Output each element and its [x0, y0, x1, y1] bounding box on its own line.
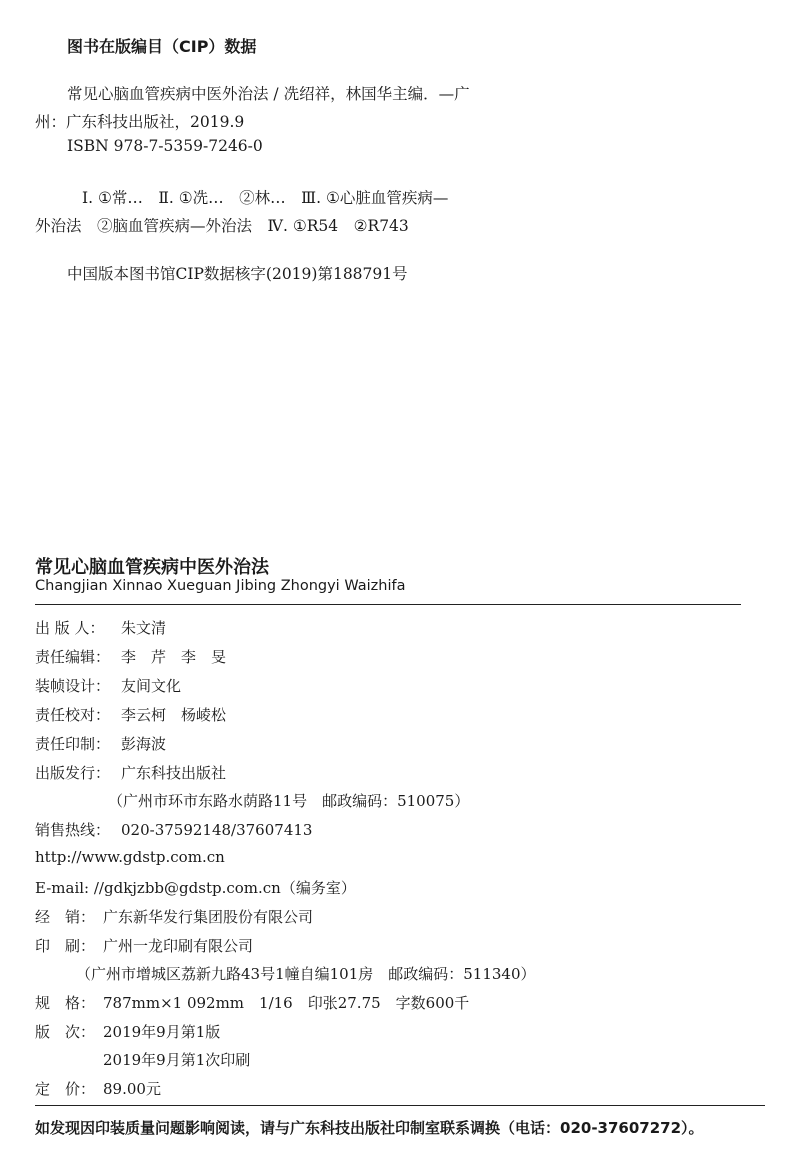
credit-label: 经 销：	[35, 908, 96, 926]
credit-label: 责任校对：	[35, 706, 111, 724]
printing-edition: 2019年9月第1次印刷	[103, 1051, 251, 1069]
credit-label: 装帧设计：	[35, 677, 111, 695]
credit-value: 广东新华发行集团股份有限公司	[103, 908, 314, 926]
credit-label: 出版发行：	[35, 764, 111, 782]
cip-number: 中国版本图书馆CIP数据核字(2019)第188791号	[67, 265, 408, 283]
credit-edition	[35, 1021, 220, 1042]
cip-bibliographic-line-2: 州：广东科技出版社，2019.9	[35, 113, 245, 131]
credit-value: 020-37592148/37607413	[121, 821, 313, 839]
distributor-address: （广州市环市东路水荫路11号 邮政编码：510075）	[108, 792, 470, 810]
credit-label: 出 版 人：	[35, 619, 105, 637]
credit-value: 李 芹 李 旻	[121, 648, 227, 666]
credit-sales-hotline	[35, 819, 312, 840]
credit-label: 定 价：	[35, 1080, 96, 1098]
credit-value: 朱文清	[121, 619, 167, 637]
credit-value: 友间文化	[121, 677, 182, 695]
credit-value: 787mm×1 092mm 1/16 印张27.75 字数600千	[103, 994, 470, 1012]
credit-label: 责任编辑：	[35, 648, 111, 666]
credit-design	[35, 675, 181, 696]
credit-publisher-person	[35, 617, 166, 638]
credit-value: 李云柯 杨崚松	[121, 706, 227, 724]
credit-value: 广州一龙印刷有限公司	[103, 937, 254, 955]
credit-label: 销售热线：	[35, 821, 111, 839]
credit-distributor	[35, 762, 226, 783]
publisher-url: http://www.gdstp.com.cn	[35, 848, 225, 866]
credit-label: 规 格：	[35, 994, 96, 1012]
cip-classification-line-2: 外治法 ②脑血管疾病—外治法 Ⅳ. ①R54 ②R743	[35, 217, 409, 235]
publisher-email: E-mail: //gdkjzbb@gdstp.com.cn（编务室）	[35, 879, 356, 897]
printer-address: （广州市增城区荔新九路43号1幢自编101房 邮政编码：511340）	[76, 965, 536, 983]
cip-heading: 图书在版编目（CIP）数据	[67, 37, 257, 56]
book-pinyin-title: Changjian Xinnao Xueguan Jibing Zhongyi Waizhifa	[35, 578, 406, 594]
credit-value: 89.00元	[103, 1080, 161, 1098]
book-title: 常见心脑血管疾病中医外治法	[35, 557, 269, 578]
credit-sales	[35, 906, 313, 927]
title-divider	[35, 604, 741, 605]
credit-label: 版 次：	[35, 1023, 96, 1041]
cip-bibliographic-line-1: 常见心脑血管疾病中医外治法 / 冼绍祥，林国华主编．—广	[67, 85, 470, 103]
credit-price	[35, 1078, 161, 1099]
credit-spec	[35, 992, 469, 1013]
credit-label: 责任印制：	[35, 735, 111, 753]
credit-value: 广东科技出版社	[121, 764, 227, 782]
credit-printer	[35, 935, 253, 956]
bottom-divider	[35, 1105, 765, 1106]
credit-print-responsible	[35, 733, 166, 754]
credit-proofreader	[35, 704, 226, 725]
credit-value: 2019年9月第1版	[103, 1023, 221, 1041]
credit-editor	[35, 646, 226, 667]
credit-value: 彭海波	[121, 735, 167, 753]
credit-label: 印 刷：	[35, 937, 96, 955]
cip-classification-line-1: Ⅰ. ①常… Ⅱ. ①冼… ②林… Ⅲ. ①心脏血管疾病—	[82, 189, 449, 207]
quality-notice: 如发现因印装质量问题影响阅读，请与广东科技出版社印制室联系调换（电话：020-37607272）。	[35, 1119, 704, 1137]
cip-isbn: ISBN 978-7-5359-7246-0	[67, 137, 263, 155]
